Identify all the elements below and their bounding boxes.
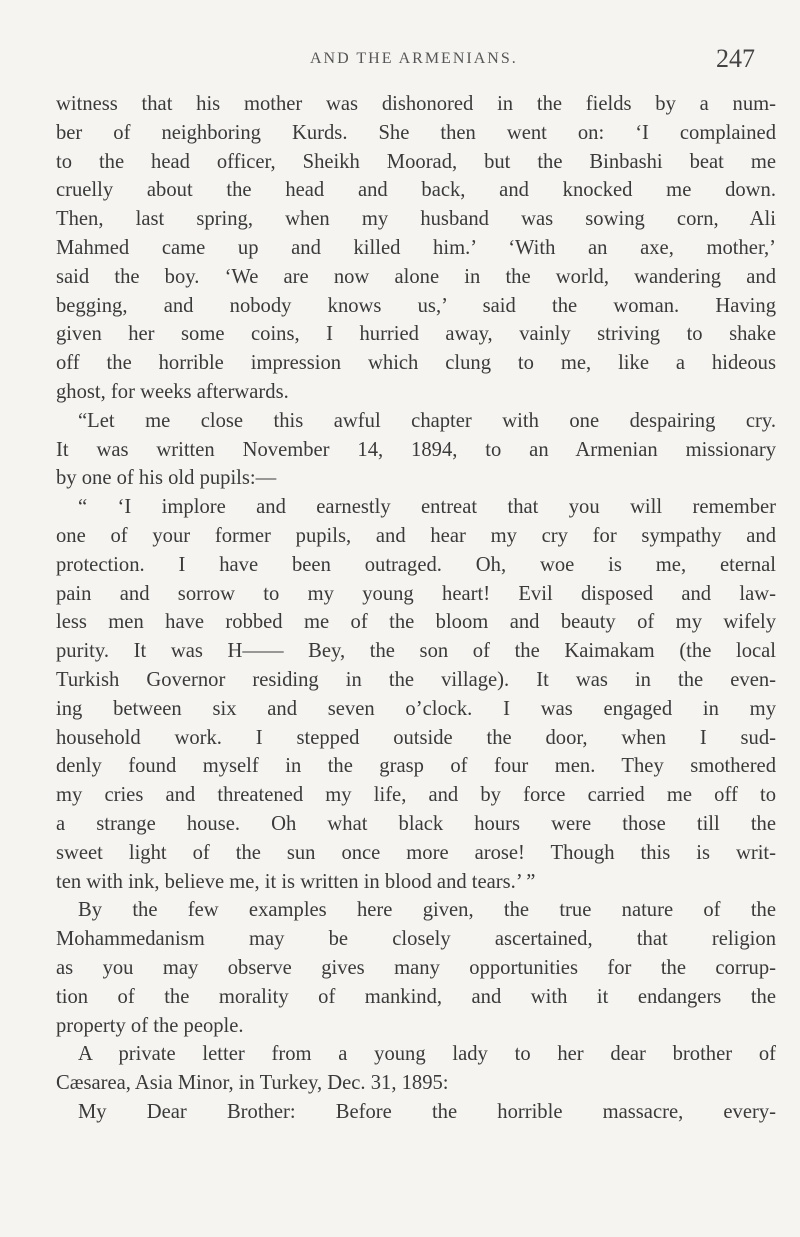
text-line: said the boy. ‘We are now alone in the world, wandering and (56, 265, 776, 288)
text-line: ten with ink, believe me, it is written in blood and tears.’ ” (56, 870, 536, 893)
text-line: Turkish Governor residing in the village). It was in the even- (56, 668, 776, 691)
text-line: witness that his mother was dishonored in the fields by a num- (56, 93, 776, 115)
text-line: “ ‘I implore and earnestly entreat that you will remember (78, 496, 776, 519)
text-line: protection. I have been outraged. Oh, woe is me, eternal (56, 553, 776, 576)
text-line: begging, and nobody knows us,’ said the woman. Having (56, 294, 776, 317)
text-line: off the horrible impression which clung to me, like a hideous (56, 352, 776, 375)
text-line: cruelly about the head and back, and knocked me down. (56, 179, 776, 202)
text-line: My Dear Brother: Before the horrible massacre, every- (78, 1100, 776, 1123)
text-line: purity. It was H—— Bey, the son of the Kaimakam (the local (56, 640, 776, 663)
text-line: ber of neighboring Kurds. She then went on: ‘I complained (56, 121, 776, 144)
text-line: Cæsarea, Asia Minor, in Turkey, Dec. 31, 1895: (56, 1072, 449, 1095)
text-line: given her some coins, I hurried away, vainly striving to shake (56, 323, 776, 346)
text-line: household work. I stepped outside the door, when I sud- (56, 726, 776, 749)
text-line: “Let me close this awful chapter with one despairing cry. (78, 409, 776, 432)
text-line: as you may observe gives many opportunities for the corrup- (56, 956, 776, 979)
text-line: by one of his old pupils:— (56, 467, 277, 490)
text-line: denly found myself in the grasp of four men. They smothered (56, 755, 776, 778)
text-line: Then, last spring, when my husband was sowing corn, Ali (56, 208, 776, 231)
text-line: Mahmed came up and killed him.’ ‘With an axe, mother,’ (56, 236, 776, 259)
text-line: ing between six and seven o’clock. I was engaged in my (56, 697, 776, 720)
text-line: pain and sorrow to my young heart! Evil disposed and law- (56, 582, 776, 605)
text-line: It was written November 14, 1894, to an Armenian missionary (56, 438, 776, 461)
page-number: 247 (716, 44, 755, 73)
text-line: to the head officer, Sheikh Moorad, but the Binbashi beat me (56, 150, 776, 173)
text-line: my cries and threatened my life, and by force carried me off to (56, 784, 776, 807)
running-head: AND THE ARMENIANS. (310, 50, 518, 67)
text-line: property of the people. (56, 1014, 244, 1037)
text-line: a strange house. Oh what black hours were those till the (56, 812, 776, 835)
text-line: ghost, for weeks afterwards. (56, 380, 289, 403)
text-line: one of your former pupils, and hear my cry for sympathy and (56, 524, 776, 547)
text-line: By the few examples here given, the true nature of the (78, 899, 776, 922)
text-line: A private letter from a young lady to her dear brother of (78, 1043, 776, 1066)
text-line: less men have robbed me of the bloom and beauty of my wifely (56, 611, 776, 634)
text-line: sweet light of the sun once more arose! Though this is writ- (56, 841, 776, 864)
text-line: tion of the morality of mankind, and with it endangers the (56, 985, 776, 1008)
text-line: Mohammedanism may be closely ascertained, that religion (56, 928, 776, 951)
body-text (56, 90, 776, 1127)
